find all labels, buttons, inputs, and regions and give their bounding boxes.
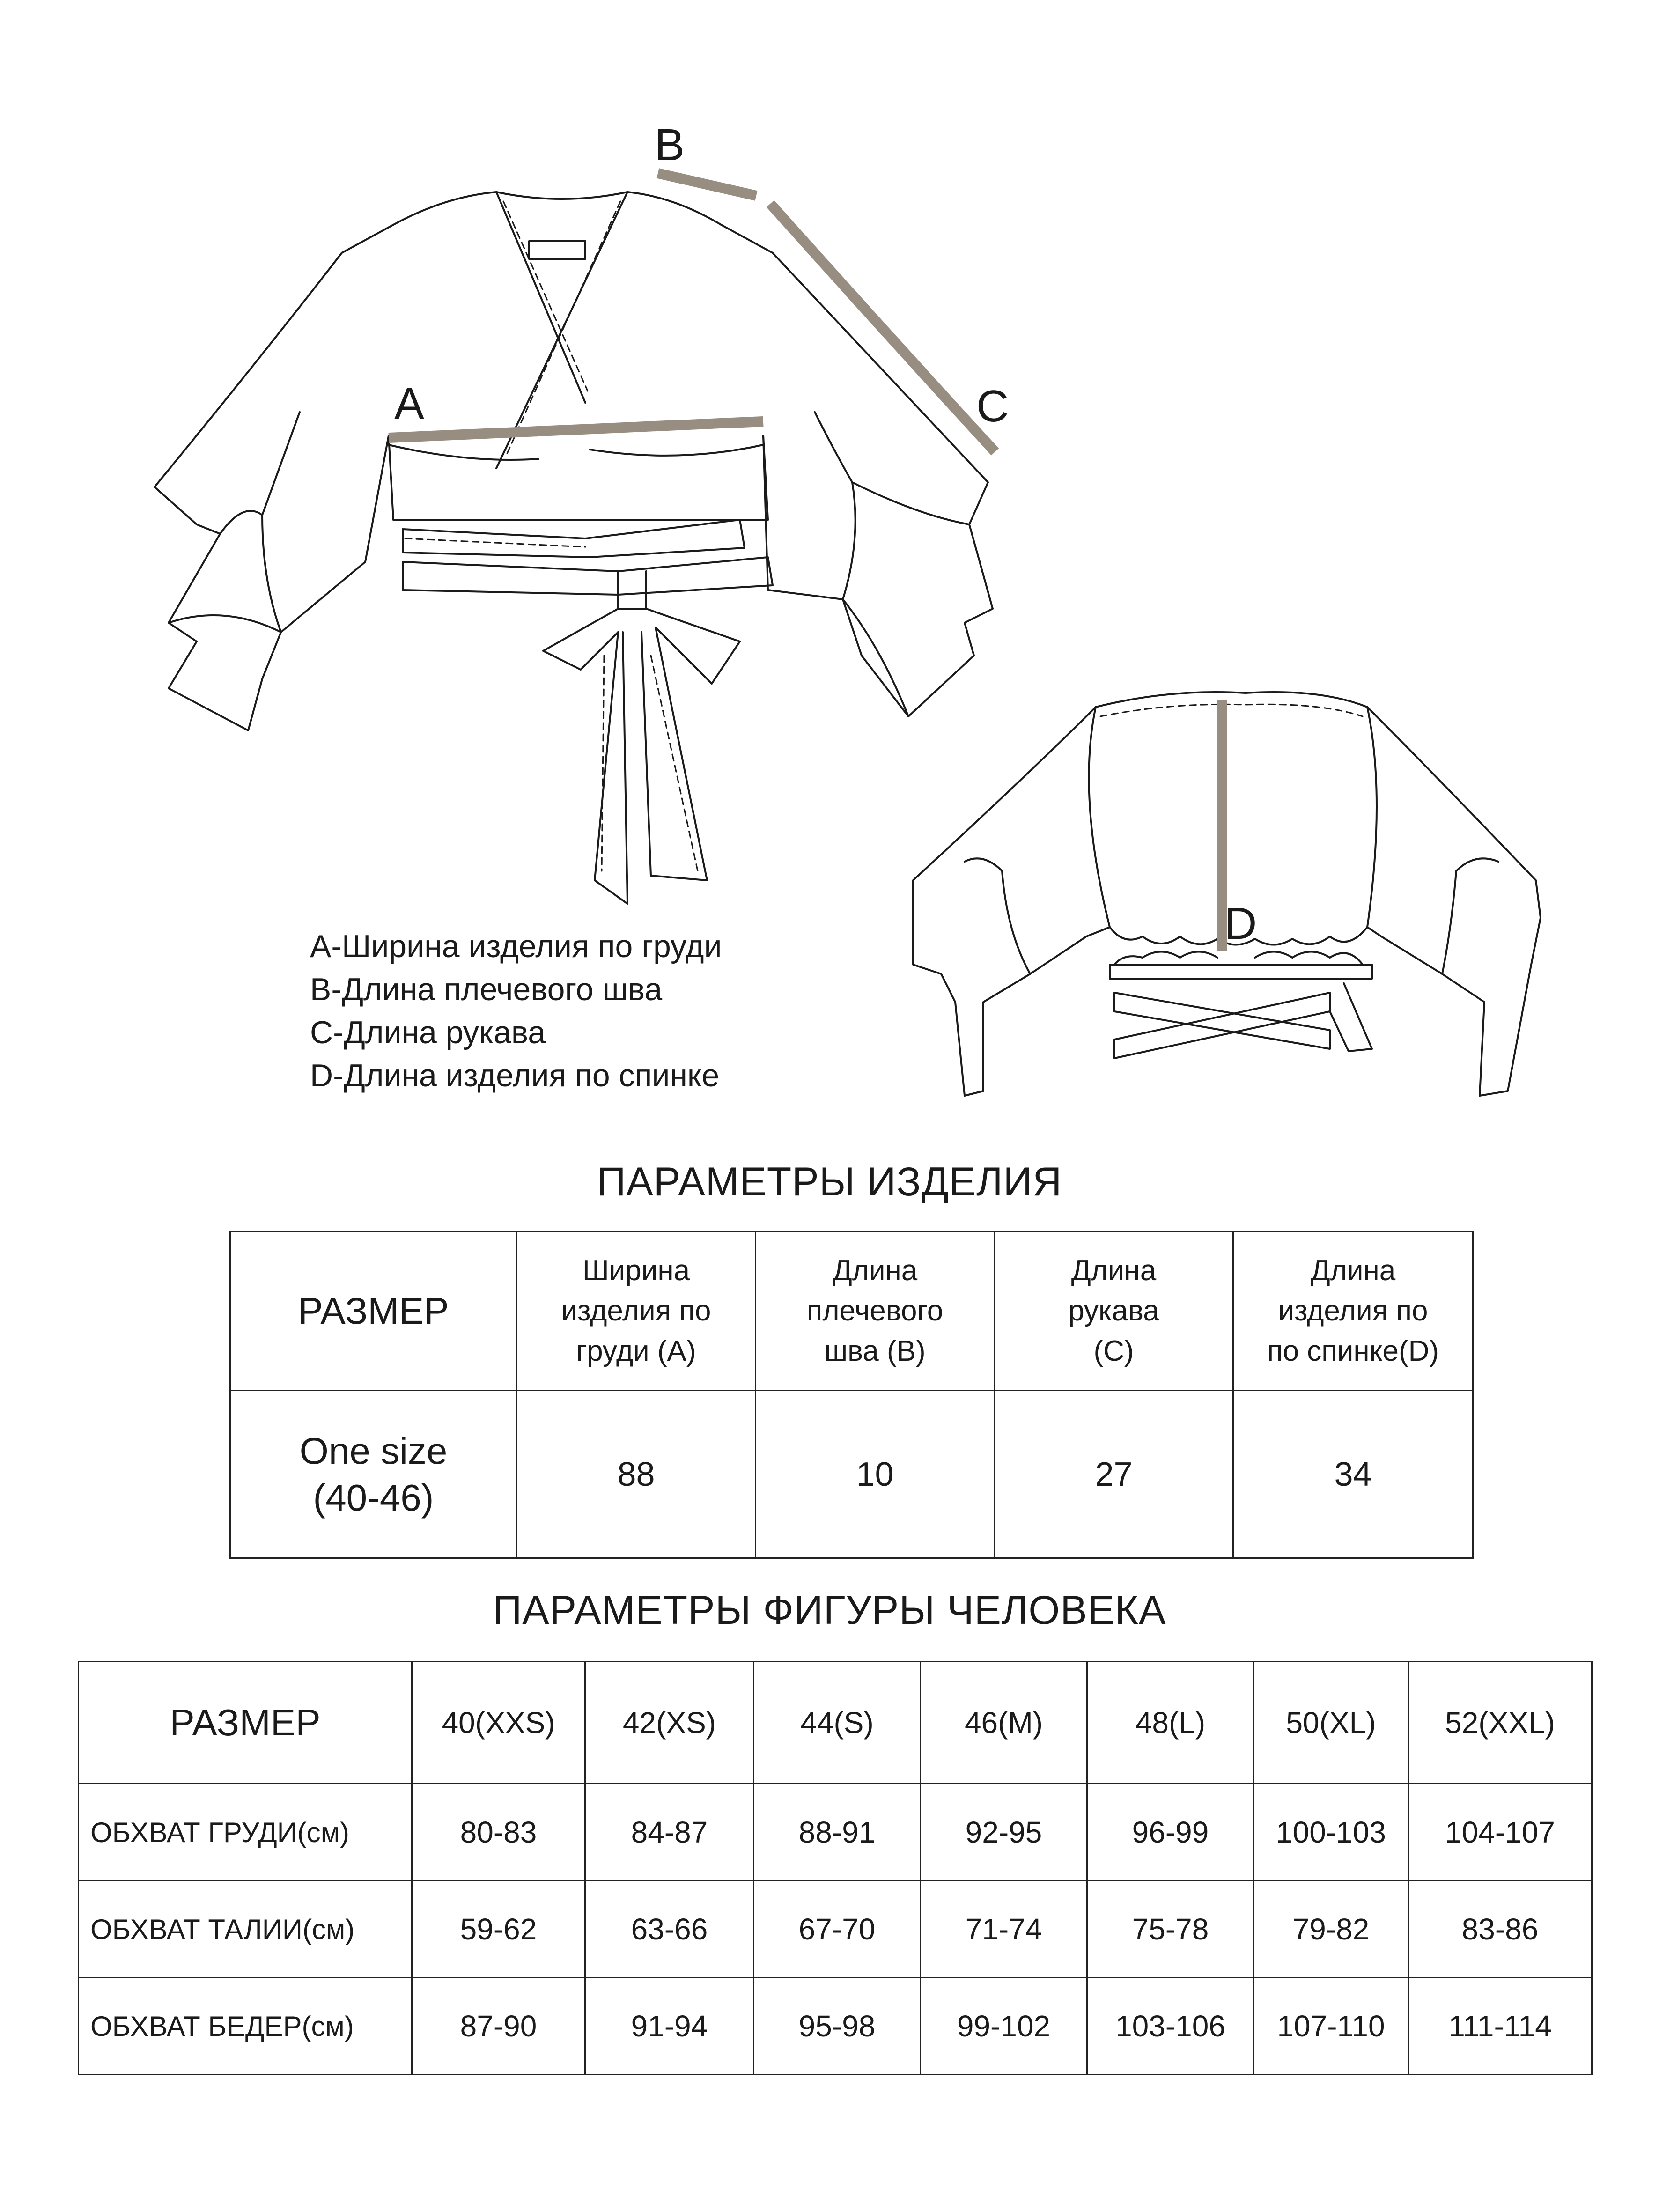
header-cell: Длина рукава (С) bbox=[995, 1231, 1233, 1391]
measure-line-b bbox=[658, 173, 756, 196]
value-cell: 71-74 bbox=[921, 1881, 1087, 1978]
value-cell: 111-114 bbox=[1408, 1978, 1592, 2075]
value-cell: 87-90 bbox=[412, 1978, 585, 2075]
value-cell: 88 bbox=[517, 1391, 756, 1558]
measure-line-a bbox=[389, 421, 763, 438]
measure-line-c bbox=[770, 204, 995, 452]
value-cell: 91-94 bbox=[585, 1978, 754, 2075]
value-cell: 34 bbox=[1233, 1391, 1473, 1558]
row-label: ОБХВАТ ГРУДИ(см) bbox=[79, 1784, 412, 1881]
header-cell: Длина плечевого шва (В) bbox=[756, 1231, 995, 1391]
body-params-title: ПАРАМЕТРЫ ФИГУРЫ ЧЕЛОВЕКА bbox=[493, 1588, 1166, 1633]
header-cell: РАЗМЕР bbox=[230, 1231, 517, 1391]
header-cell: 46(M) bbox=[921, 1662, 1087, 1784]
header-cell: Длина изделия по по спинке(D) bbox=[1233, 1231, 1473, 1391]
value-cell: 79-82 bbox=[1254, 1881, 1408, 1978]
legend-item: D-Длина изделия по спинке bbox=[310, 1058, 720, 1093]
marker-a: A bbox=[394, 379, 425, 429]
header-cell: Ширина изделия по груди (А) bbox=[517, 1231, 756, 1391]
value-cell: 83-86 bbox=[1408, 1881, 1592, 1978]
legend-item: B-Длина плечевого шва bbox=[310, 972, 663, 1007]
table-header-row bbox=[230, 1231, 1473, 1391]
table-row bbox=[230, 1391, 1473, 1558]
value-cell: 27 bbox=[995, 1391, 1233, 1558]
header-cell: 50(XL) bbox=[1254, 1662, 1408, 1784]
front-left-sleeve bbox=[155, 225, 393, 730]
value-cell: 100-103 bbox=[1254, 1784, 1408, 1881]
row-label: ОБХВАТ БЕДЕР(см) bbox=[79, 1978, 412, 2075]
value-cell: 63-66 bbox=[585, 1881, 754, 1978]
table-header-row bbox=[79, 1662, 1592, 1784]
header-cell: 44(S) bbox=[754, 1662, 921, 1784]
value-cell: 92-95 bbox=[921, 1784, 1087, 1881]
header-cell: 48(L) bbox=[1087, 1662, 1254, 1784]
value-cell: 99-102 bbox=[921, 1978, 1087, 2075]
value-cell: 95-98 bbox=[754, 1978, 921, 2075]
marker-b: B bbox=[655, 120, 685, 170]
value-cell: 84-87 bbox=[585, 1784, 754, 1881]
table-row bbox=[79, 1784, 1592, 1881]
value-cell: 96-99 bbox=[1087, 1784, 1254, 1881]
value-cell: 88-91 bbox=[754, 1784, 921, 1881]
marker-d: D bbox=[1224, 899, 1257, 949]
measurement-lines bbox=[389, 173, 1222, 951]
product-params-title: ПАРАМЕТРЫ ИЗДЕЛИЯ bbox=[597, 1159, 1062, 1204]
value-cell: 59-62 bbox=[412, 1881, 585, 1978]
legend-item: C-Длина рукава bbox=[310, 1015, 546, 1050]
value-cell: 80-83 bbox=[412, 1784, 585, 1881]
header-cell: РАЗМЕР bbox=[79, 1662, 412, 1784]
marker-c: C bbox=[976, 381, 1009, 431]
row-label: ОБХВАТ ТАЛИИ(см) bbox=[79, 1881, 412, 1978]
measurement-legend bbox=[310, 925, 722, 1097]
value-cell: 107-110 bbox=[1254, 1978, 1408, 2075]
legend-item: A-Ширина изделия по груди bbox=[310, 929, 722, 964]
header-cell: 52(XXL) bbox=[1408, 1662, 1592, 1784]
header-cell: 40(XXS) bbox=[412, 1662, 585, 1784]
value-cell: 75-78 bbox=[1087, 1881, 1254, 1978]
value-cell: 104-107 bbox=[1408, 1784, 1592, 1881]
table-row bbox=[79, 1978, 1592, 2075]
table-row bbox=[79, 1881, 1592, 1978]
value-cell: 67-70 bbox=[754, 1881, 921, 1978]
size-cell: One size (40-46) bbox=[230, 1391, 517, 1558]
body-params-table bbox=[78, 1661, 1593, 2075]
front-view bbox=[155, 192, 993, 904]
value-cell: 10 bbox=[756, 1391, 995, 1558]
header-cell: 42(XS) bbox=[585, 1662, 754, 1784]
product-params-table bbox=[229, 1231, 1474, 1559]
value-cell: 103-106 bbox=[1087, 1978, 1254, 2075]
